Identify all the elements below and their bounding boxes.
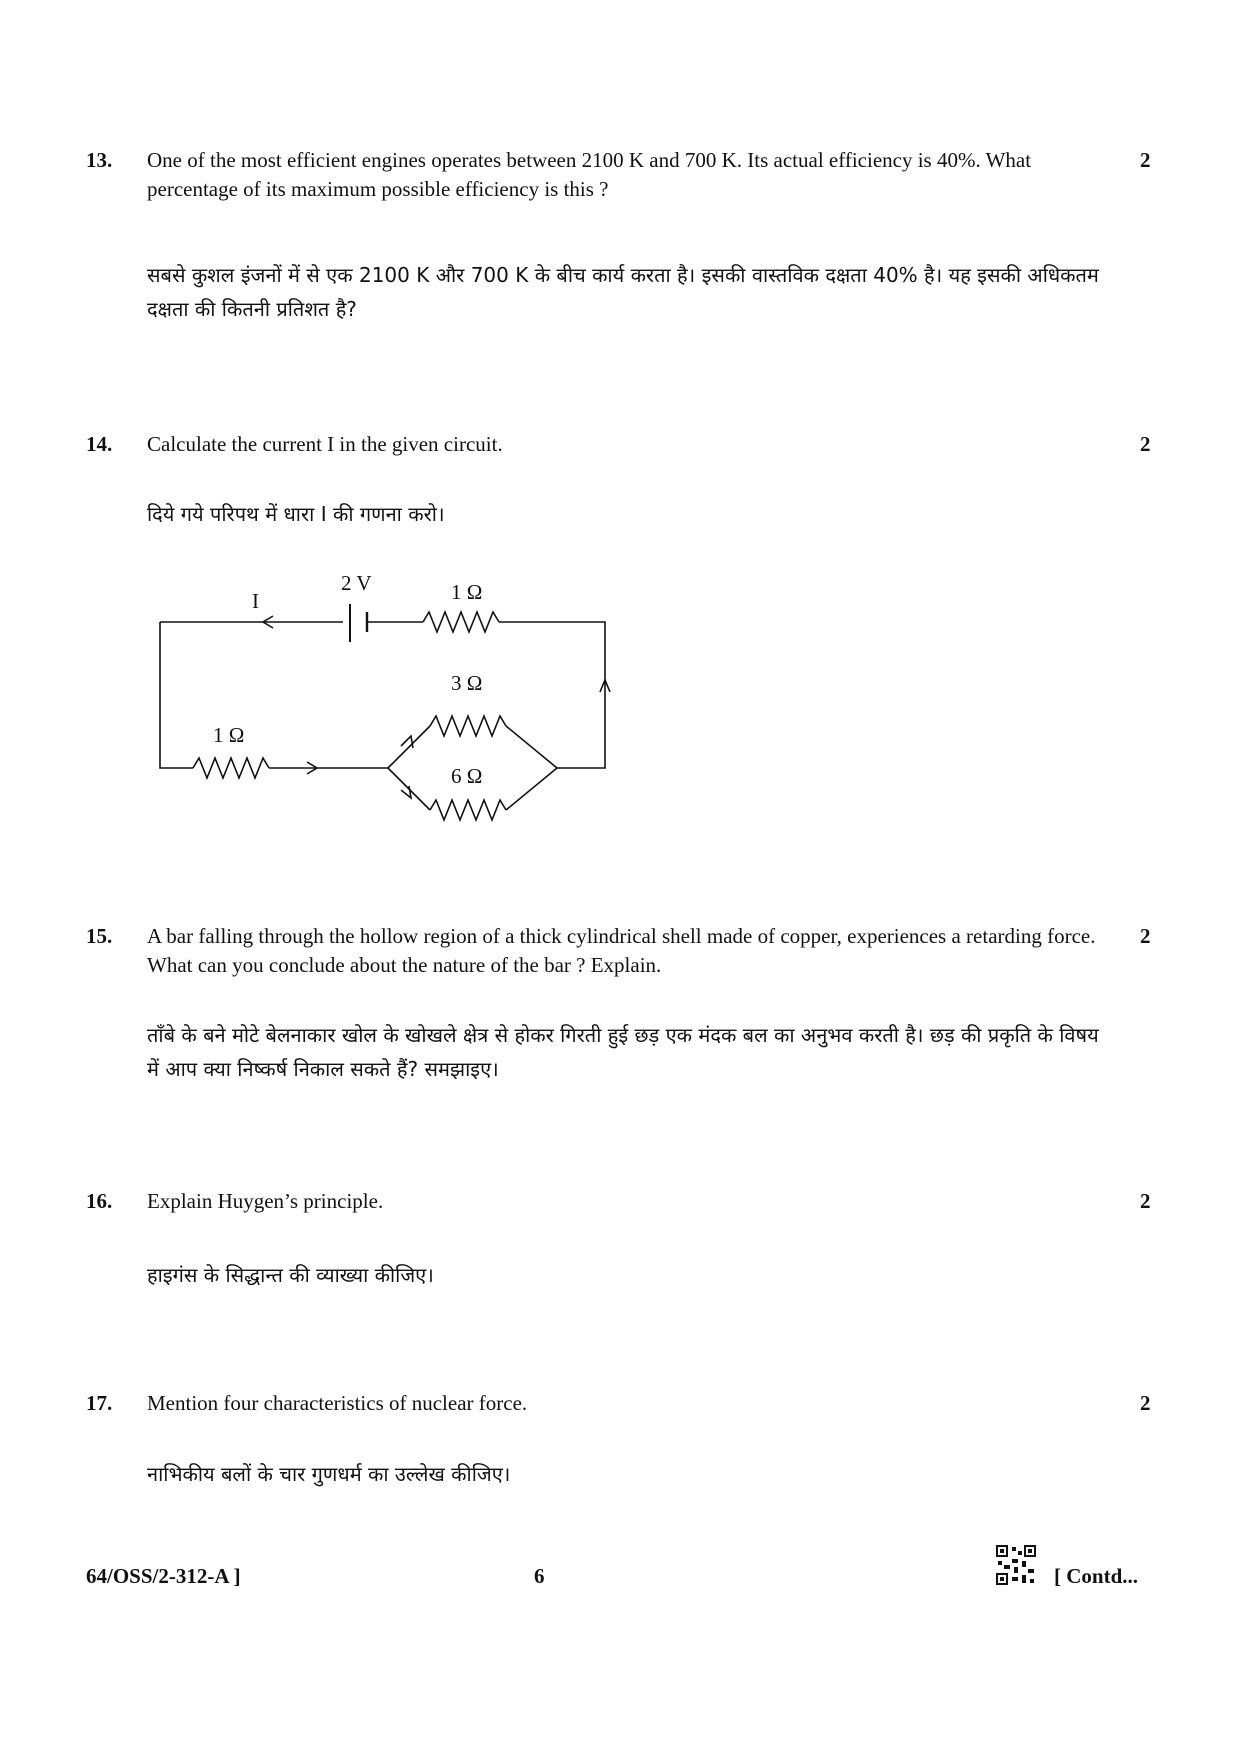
resistor-top	[423, 612, 499, 632]
question-number: 13.	[86, 148, 113, 172]
lower-parallel-resistor-label: 6 Ω	[451, 764, 483, 788]
wire-upper-branch-left	[388, 726, 430, 768]
question-text-english: Mention four characteristics of nuclear force.	[147, 1391, 528, 1415]
question-text-english: A bar falling through the hollow region of a thick cylindrical shell made of copper, experiences a retarding force. What can you conclude about the nature of the bar ? Explain.	[147, 924, 1096, 977]
question-text-hindi: ताँबे के बने मोटे बेलनाकार खोल के खोखले क्षेत्र से होकर गिरती हुई छड़ एक मंदक बल का अनुभव करती है। छड़ की प्रकृति के विषय में आप क्या निष्कर्ष निकाल सकते हैं? समझाइए।	[147, 1023, 1099, 1081]
left-resistor-label: 1 Ω	[213, 723, 245, 747]
resistor-left	[193, 758, 269, 778]
question-number: 15.	[86, 924, 113, 948]
current-label: I	[252, 589, 259, 613]
qr-code-icon	[996, 1545, 1036, 1585]
continued-label: [ Contd...	[1054, 1564, 1139, 1588]
wire-upper-branch-right	[506, 726, 557, 768]
question-marks: 2	[1140, 1189, 1151, 1213]
question-text-hindi: दिये गये परिपथ में धारा I की गणना करो।	[147, 502, 445, 526]
wire-left	[160, 622, 193, 768]
question-text-english: Calculate the current I in the given circuit.	[147, 432, 503, 456]
wire-top-right	[499, 622, 605, 768]
resistor-lower-parallel	[430, 800, 506, 820]
question-text-hindi: नाभिकीय बलों के चार गुणधर्म का उल्लेख कीजिए।	[147, 1462, 511, 1486]
circuit-diagram	[145, 560, 625, 835]
battery-label: 2 V	[341, 571, 372, 595]
question-number: 14.	[86, 432, 113, 456]
question-marks: 2	[1140, 1391, 1151, 1415]
question-text-english: Explain Huygen’s principle.	[147, 1189, 384, 1213]
top-resistor-label: 1 Ω	[451, 580, 483, 604]
question-number: 17.	[86, 1391, 113, 1415]
paper-code: 64/OSS/2-312-A ]	[86, 1564, 241, 1588]
question-text-english: One of the most efficient engines operates between 2100 K and 700 K. Its actual efficiency is 40%. What percentage of its maximum possible efficiency is this ?	[147, 148, 1032, 201]
question-marks: 2	[1140, 432, 1151, 456]
resistor-upper-parallel	[430, 716, 506, 736]
page-number: 6	[534, 1564, 545, 1588]
upper-parallel-resistor-label: 3 Ω	[451, 671, 483, 695]
question-marks: 2	[1140, 148, 1151, 172]
question-number: 16.	[86, 1189, 113, 1213]
arrow-lower-branch-icon	[401, 786, 411, 798]
arrow-upper-branch-icon	[401, 736, 413, 748]
question-text-hindi: सबसे कुशल इंजनों में से एक 2100 K और 700 K के बीच कार्य करता है। इसकी वास्तविक दक्षता 40% है। यह इसकी अधिकतम दक्षता की कितनी प्रतिशत है?	[147, 263, 1099, 321]
wire-lower-branch-right	[506, 768, 557, 810]
question-text-hindi: हाइगंस के सिद्धान्त की व्याख्या कीजिए।	[147, 1263, 434, 1287]
question-marks: 2	[1140, 924, 1151, 948]
